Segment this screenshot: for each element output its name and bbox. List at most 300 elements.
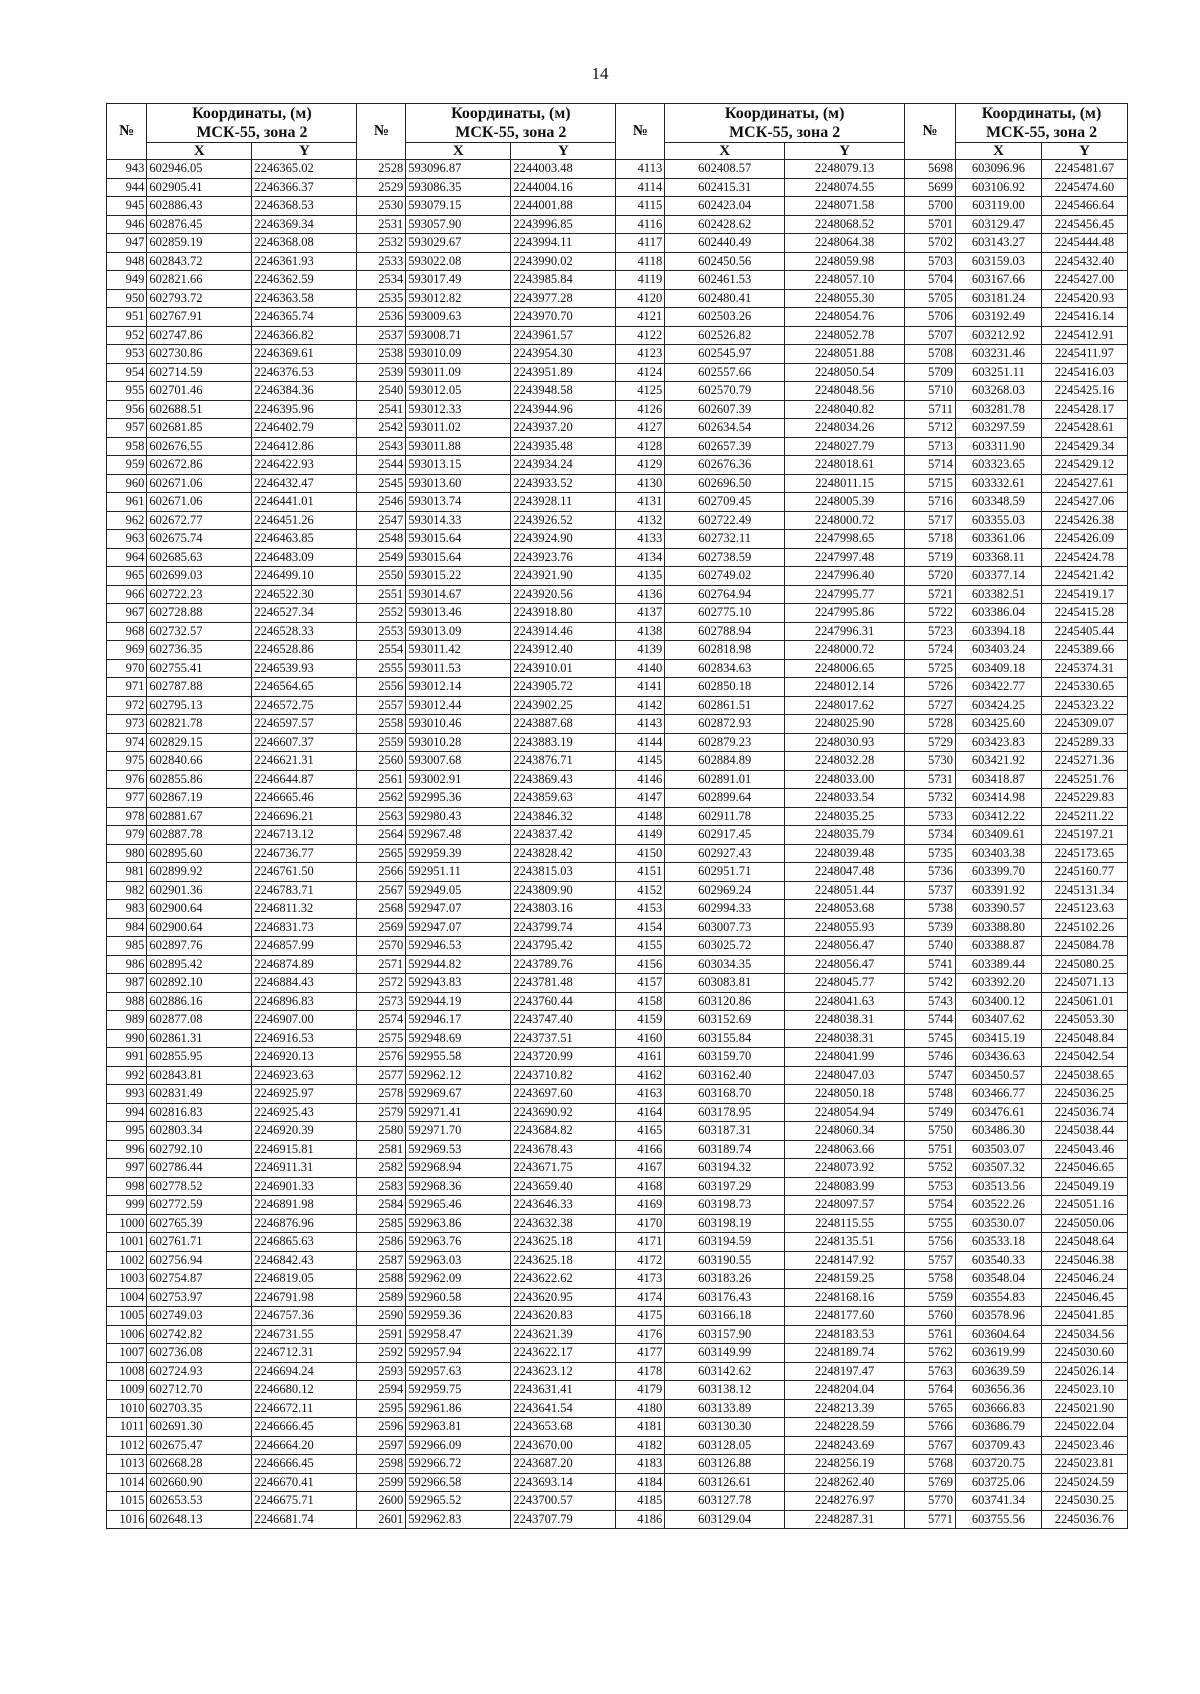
y-coordinate: 2248054.76 — [785, 308, 905, 327]
x-coordinate: 593013.60 — [406, 474, 511, 493]
point-number: 4152 — [616, 881, 665, 900]
x-coordinate: 602634.54 — [665, 419, 785, 438]
y-coordinate: 2243921.90 — [511, 567, 616, 586]
y-coordinate: 2248287.31 — [785, 1510, 905, 1529]
point-number: 4167 — [616, 1159, 665, 1178]
x-coordinate: 603407.62 — [956, 1011, 1042, 1030]
point-number: 996 — [107, 1140, 147, 1159]
point-number: 957 — [107, 419, 147, 438]
point-number: 5710 — [905, 382, 956, 401]
y-coordinate: 2243846.32 — [511, 807, 616, 826]
y-coordinate: 2246907.00 — [252, 1011, 357, 1030]
y-coordinate: 2245160.77 — [1041, 863, 1127, 882]
point-number: 4164 — [616, 1103, 665, 1122]
y-coordinate: 2245131.34 — [1041, 881, 1127, 900]
x-coordinate: 592949.05 — [406, 881, 511, 900]
point-number: 2539 — [357, 363, 406, 382]
point-number: 1004 — [107, 1288, 147, 1307]
x-coordinate: 592947.07 — [406, 918, 511, 937]
point-number: 5752 — [905, 1159, 956, 1178]
point-number: 981 — [107, 863, 147, 882]
table-row — [107, 1066, 1128, 1085]
point-number: 4131 — [616, 493, 665, 512]
y-coordinate: 2248018.61 — [785, 456, 905, 475]
x-coordinate: 592948.69 — [406, 1029, 511, 1048]
point-number: 4130 — [616, 474, 665, 493]
x-coordinate: 603666.83 — [956, 1399, 1042, 1418]
point-number: 2532 — [357, 234, 406, 253]
table-row — [107, 530, 1128, 549]
x-coordinate: 602653.53 — [147, 1492, 252, 1511]
point-number: 5734 — [905, 826, 956, 845]
y-coordinate: 2248159.25 — [785, 1270, 905, 1289]
column-header-number: № — [357, 104, 406, 160]
table-row — [107, 345, 1128, 364]
y-coordinate: 2243700.57 — [511, 1492, 616, 1511]
point-number: 2571 — [357, 955, 406, 974]
y-coordinate: 2243781.48 — [511, 974, 616, 993]
point-number: 5715 — [905, 474, 956, 493]
point-number: 943 — [107, 160, 147, 179]
point-number: 4180 — [616, 1399, 665, 1418]
y-coordinate: 2245411.97 — [1041, 345, 1127, 364]
y-coordinate: 2246366.82 — [252, 326, 357, 345]
table-row — [107, 1381, 1128, 1400]
x-coordinate: 592959.39 — [406, 844, 511, 863]
header-row-main — [107, 104, 1128, 143]
y-coordinate: 2248063.66 — [785, 1140, 905, 1159]
point-number: 4139 — [616, 641, 665, 660]
x-coordinate: 602861.51 — [665, 696, 785, 715]
point-number: 973 — [107, 715, 147, 734]
point-number: 4181 — [616, 1418, 665, 1437]
x-coordinate: 602709.45 — [665, 493, 785, 512]
x-coordinate: 602793.72 — [147, 289, 252, 308]
point-number: 2577 — [357, 1066, 406, 1085]
x-coordinate: 602754.87 — [147, 1270, 252, 1289]
column-header-x: X — [147, 143, 252, 160]
y-coordinate: 2243809.90 — [511, 881, 616, 900]
x-coordinate: 602761.71 — [147, 1233, 252, 1252]
x-coordinate: 593012.33 — [406, 400, 511, 419]
y-coordinate: 2245102.26 — [1041, 918, 1127, 937]
y-coordinate: 2248055.93 — [785, 918, 905, 937]
y-coordinate: 2245415.28 — [1041, 604, 1127, 623]
point-number: 5744 — [905, 1011, 956, 1030]
y-coordinate: 2243923.76 — [511, 548, 616, 567]
x-coordinate: 602408.57 — [665, 160, 785, 179]
table-row — [107, 992, 1128, 1011]
x-coordinate: 602764.94 — [665, 585, 785, 604]
y-coordinate: 2246366.37 — [252, 178, 357, 197]
y-coordinate: 2245061.01 — [1041, 992, 1127, 1011]
y-coordinate: 2248033.54 — [785, 789, 905, 808]
point-number: 5741 — [905, 955, 956, 974]
point-number: 2591 — [357, 1325, 406, 1344]
y-coordinate: 2246369.34 — [252, 215, 357, 234]
point-number: 4165 — [616, 1122, 665, 1141]
x-coordinate: 603486.30 — [956, 1122, 1042, 1141]
point-number: 4129 — [616, 456, 665, 475]
table-row — [107, 715, 1128, 734]
point-number: 5698 — [905, 160, 956, 179]
point-number: 1008 — [107, 1362, 147, 1381]
y-coordinate: 2246920.39 — [252, 1122, 357, 1141]
point-number: 2555 — [357, 659, 406, 678]
y-coordinate: 2246731.55 — [252, 1325, 357, 1344]
x-coordinate: 602792.10 — [147, 1140, 252, 1159]
x-coordinate: 603604.64 — [956, 1325, 1042, 1344]
y-coordinate: 2245466.64 — [1041, 197, 1127, 216]
x-coordinate: 602899.64 — [665, 789, 785, 808]
column-header-y: Y — [1041, 143, 1127, 160]
point-number: 1007 — [107, 1344, 147, 1363]
point-number: 983 — [107, 900, 147, 919]
y-coordinate: 2246369.61 — [252, 345, 357, 364]
x-coordinate: 602570.79 — [665, 382, 785, 401]
y-coordinate: 2248074.55 — [785, 178, 905, 197]
y-coordinate: 2248064.38 — [785, 234, 905, 253]
x-coordinate: 602753.97 — [147, 1288, 252, 1307]
x-coordinate: 602886.16 — [147, 992, 252, 1011]
point-number: 993 — [107, 1085, 147, 1104]
point-number: 4137 — [616, 604, 665, 623]
y-coordinate: 2246713.12 — [252, 826, 357, 845]
point-number: 4121 — [616, 308, 665, 327]
y-coordinate: 2245049.19 — [1041, 1177, 1127, 1196]
y-coordinate: 2243994.11 — [511, 234, 616, 253]
x-coordinate: 593011.88 — [406, 437, 511, 456]
point-number: 4122 — [616, 326, 665, 345]
x-coordinate: 602901.36 — [147, 881, 252, 900]
y-coordinate: 2246666.45 — [252, 1418, 357, 1437]
x-coordinate: 603389.44 — [956, 955, 1042, 974]
x-coordinate: 603709.43 — [956, 1436, 1042, 1455]
page-number: 14 — [591, 64, 609, 83]
table-row — [107, 1048, 1128, 1067]
point-number: 952 — [107, 326, 147, 345]
point-number: 976 — [107, 770, 147, 789]
x-coordinate: 602480.41 — [665, 289, 785, 308]
x-coordinate: 602738.59 — [665, 548, 785, 567]
y-coordinate: 2246572.75 — [252, 696, 357, 715]
x-coordinate: 603159.03 — [956, 252, 1042, 271]
y-coordinate: 2245024.59 — [1041, 1473, 1127, 1492]
y-coordinate: 2245427.00 — [1041, 271, 1127, 290]
y-coordinate: 2243920.56 — [511, 585, 616, 604]
table-row — [107, 1288, 1128, 1307]
x-coordinate: 603167.66 — [956, 271, 1042, 290]
x-coordinate: 603388.87 — [956, 937, 1042, 956]
y-coordinate: 2243970.70 — [511, 308, 616, 327]
point-number: 4118 — [616, 252, 665, 271]
x-coordinate: 603126.61 — [665, 1473, 785, 1492]
x-coordinate: 602891.01 — [665, 770, 785, 789]
x-coordinate: 602703.35 — [147, 1399, 252, 1418]
point-number: 2581 — [357, 1140, 406, 1159]
table-row — [107, 974, 1128, 993]
coordinates-table-body — [107, 160, 1128, 1529]
x-coordinate: 603390.57 — [956, 900, 1042, 919]
x-coordinate: 602772.59 — [147, 1196, 252, 1215]
column-header-coordinates — [665, 104, 905, 143]
table-row — [107, 1214, 1128, 1233]
y-coordinate: 2245429.12 — [1041, 456, 1127, 475]
x-coordinate: 602905.41 — [147, 178, 252, 197]
y-coordinate: 2243693.14 — [511, 1473, 616, 1492]
point-number: 5724 — [905, 641, 956, 660]
point-number: 4184 — [616, 1473, 665, 1492]
y-coordinate: 2246539.93 — [252, 659, 357, 678]
x-coordinate: 602691.30 — [147, 1418, 252, 1437]
y-coordinate: 2245412.91 — [1041, 326, 1127, 345]
y-coordinate: 2243710.82 — [511, 1066, 616, 1085]
point-number: 5704 — [905, 271, 956, 290]
y-coordinate: 2245427.61 — [1041, 474, 1127, 493]
x-coordinate: 593010.28 — [406, 733, 511, 752]
table-row — [107, 382, 1128, 401]
x-coordinate: 592966.72 — [406, 1455, 511, 1474]
x-coordinate: 592944.82 — [406, 955, 511, 974]
x-coordinate: 592943.83 — [406, 974, 511, 993]
x-coordinate: 602657.39 — [665, 437, 785, 456]
x-coordinate: 603128.05 — [665, 1436, 785, 1455]
y-coordinate: 2243948.58 — [511, 382, 616, 401]
point-number: 5754 — [905, 1196, 956, 1215]
table-row — [107, 437, 1128, 456]
y-coordinate: 2245289.33 — [1041, 733, 1127, 752]
table-row — [107, 1418, 1128, 1437]
column-header-x: X — [406, 143, 511, 160]
x-coordinate: 603198.19 — [665, 1214, 785, 1233]
x-coordinate: 602699.03 — [147, 567, 252, 586]
x-coordinate: 603503.07 — [956, 1140, 1042, 1159]
x-coordinate: 603436.63 — [956, 1048, 1042, 1067]
y-coordinate: 2246696.21 — [252, 807, 357, 826]
x-coordinate: 593012.82 — [406, 289, 511, 308]
point-number: 997 — [107, 1159, 147, 1178]
x-coordinate: 603192.49 — [956, 308, 1042, 327]
y-coordinate: 2245271.36 — [1041, 752, 1127, 771]
point-number: 2548 — [357, 530, 406, 549]
y-coordinate: 2248034.26 — [785, 419, 905, 438]
y-coordinate: 2248050.18 — [785, 1085, 905, 1104]
x-coordinate: 593010.09 — [406, 345, 511, 364]
y-coordinate: 2243690.92 — [511, 1103, 616, 1122]
x-coordinate: 602526.82 — [665, 326, 785, 345]
y-coordinate: 2243803.16 — [511, 900, 616, 919]
x-coordinate: 603399.70 — [956, 863, 1042, 882]
point-number: 2541 — [357, 400, 406, 419]
y-coordinate: 2246402.79 — [252, 419, 357, 438]
coords-label-line1: Координаты, (м) — [981, 105, 1102, 122]
point-number: 5736 — [905, 863, 956, 882]
y-coordinate: 2248053.68 — [785, 900, 905, 919]
point-number: 979 — [107, 826, 147, 845]
x-coordinate: 602876.45 — [147, 215, 252, 234]
x-coordinate: 602736.35 — [147, 641, 252, 660]
table-row — [107, 1029, 1128, 1048]
point-number: 2561 — [357, 770, 406, 789]
x-coordinate: 603412.22 — [956, 807, 1042, 826]
point-number: 4147 — [616, 789, 665, 808]
point-number: 5713 — [905, 437, 956, 456]
y-coordinate: 2248041.63 — [785, 992, 905, 1011]
point-number: 4155 — [616, 937, 665, 956]
x-coordinate: 592968.94 — [406, 1159, 511, 1178]
y-coordinate: 2246483.09 — [252, 548, 357, 567]
table-row — [107, 363, 1128, 382]
table-row — [107, 1251, 1128, 1270]
y-coordinate: 2245421.42 — [1041, 567, 1127, 586]
y-coordinate: 2247998.65 — [785, 530, 905, 549]
y-coordinate: 2248068.52 — [785, 215, 905, 234]
x-coordinate: 603143.27 — [956, 234, 1042, 253]
y-coordinate: 2243985.84 — [511, 271, 616, 290]
x-coordinate: 602755.41 — [147, 659, 252, 678]
y-coordinate: 2248038.31 — [785, 1011, 905, 1030]
y-coordinate: 2247997.48 — [785, 548, 905, 567]
x-coordinate: 603513.56 — [956, 1177, 1042, 1196]
y-coordinate: 2245042.54 — [1041, 1048, 1127, 1067]
point-number: 4173 — [616, 1270, 665, 1289]
y-coordinate: 2243795.42 — [511, 937, 616, 956]
point-number: 2531 — [357, 215, 406, 234]
point-number: 961 — [107, 493, 147, 512]
y-coordinate: 2243747.40 — [511, 1011, 616, 1030]
y-coordinate: 2243935.48 — [511, 437, 616, 456]
y-coordinate: 2243720.99 — [511, 1048, 616, 1067]
y-coordinate: 2246884.43 — [252, 974, 357, 993]
x-coordinate: 603183.26 — [665, 1270, 785, 1289]
y-coordinate: 2248030.93 — [785, 733, 905, 752]
point-number: 2565 — [357, 844, 406, 863]
table-row — [107, 456, 1128, 475]
point-number: 5762 — [905, 1344, 956, 1363]
x-coordinate: 592980.43 — [406, 807, 511, 826]
y-coordinate: 2243977.28 — [511, 289, 616, 308]
point-number: 2547 — [357, 511, 406, 530]
x-coordinate: 603720.75 — [956, 1455, 1042, 1474]
x-coordinate: 603311.90 — [956, 437, 1042, 456]
x-coordinate: 602843.81 — [147, 1066, 252, 1085]
table-row — [107, 733, 1128, 752]
point-number: 2600 — [357, 1492, 406, 1511]
table-row — [107, 548, 1128, 567]
table-row — [107, 1103, 1128, 1122]
x-coordinate: 603155.84 — [665, 1029, 785, 1048]
y-coordinate: 2248035.25 — [785, 807, 905, 826]
y-coordinate: 2246644.87 — [252, 770, 357, 789]
y-coordinate: 2248006.65 — [785, 659, 905, 678]
y-coordinate: 2246376.53 — [252, 363, 357, 382]
x-coordinate: 602861.31 — [147, 1029, 252, 1048]
point-number: 4157 — [616, 974, 665, 993]
point-number: 4179 — [616, 1381, 665, 1400]
x-coordinate: 602545.97 — [665, 345, 785, 364]
point-number: 5726 — [905, 678, 956, 697]
point-number: 4125 — [616, 382, 665, 401]
column-header-y: Y — [785, 143, 905, 160]
x-coordinate: 593002.91 — [406, 770, 511, 789]
column-header-x: X — [956, 143, 1042, 160]
x-coordinate: 603403.38 — [956, 844, 1042, 863]
y-coordinate: 2248071.58 — [785, 197, 905, 216]
point-number: 2564 — [357, 826, 406, 845]
point-number: 1001 — [107, 1233, 147, 1252]
point-number: 4156 — [616, 955, 665, 974]
x-coordinate: 593012.14 — [406, 678, 511, 697]
table-row — [107, 1436, 1128, 1455]
x-coordinate: 603741.34 — [956, 1492, 1042, 1511]
point-number: 4132 — [616, 511, 665, 530]
x-coordinate: 602911.78 — [665, 807, 785, 826]
point-number: 5732 — [905, 789, 956, 808]
y-coordinate: 2248052.78 — [785, 326, 905, 345]
y-coordinate: 2245023.81 — [1041, 1455, 1127, 1474]
x-coordinate: 592957.63 — [406, 1362, 511, 1381]
table-row — [107, 197, 1128, 216]
point-number: 5730 — [905, 752, 956, 771]
y-coordinate: 2244003.48 — [511, 160, 616, 179]
y-coordinate: 2248039.48 — [785, 844, 905, 863]
y-coordinate: 2243707.79 — [511, 1510, 616, 1529]
x-coordinate: 592971.41 — [406, 1103, 511, 1122]
point-number: 971 — [107, 678, 147, 697]
point-number: 5770 — [905, 1492, 956, 1511]
y-coordinate: 2248083.99 — [785, 1177, 905, 1196]
point-number: 2569 — [357, 918, 406, 937]
table-row — [107, 826, 1128, 845]
point-number: 2573 — [357, 992, 406, 1011]
x-coordinate: 603639.59 — [956, 1362, 1042, 1381]
x-coordinate: 602660.90 — [147, 1473, 252, 1492]
table-row — [107, 900, 1128, 919]
point-number: 959 — [107, 456, 147, 475]
point-number: 5738 — [905, 900, 956, 919]
table-row — [107, 1362, 1128, 1381]
x-coordinate: 602461.53 — [665, 271, 785, 290]
y-coordinate: 2245420.93 — [1041, 289, 1127, 308]
point-number: 947 — [107, 234, 147, 253]
x-coordinate: 603414.98 — [956, 789, 1042, 808]
point-number: 2570 — [357, 937, 406, 956]
point-number: 1000 — [107, 1214, 147, 1233]
point-number: 978 — [107, 807, 147, 826]
point-number: 4162 — [616, 1066, 665, 1085]
point-number: 5720 — [905, 567, 956, 586]
x-coordinate: 602724.93 — [147, 1362, 252, 1381]
y-coordinate: 2243632.38 — [511, 1214, 616, 1233]
table-row — [107, 326, 1128, 345]
x-coordinate: 603120.86 — [665, 992, 785, 1011]
point-number: 2587 — [357, 1251, 406, 1270]
point-number: 2589 — [357, 1288, 406, 1307]
x-coordinate: 602676.55 — [147, 437, 252, 456]
x-coordinate: 603181.24 — [956, 289, 1042, 308]
y-coordinate: 2243859.63 — [511, 789, 616, 808]
x-coordinate: 602749.02 — [665, 567, 785, 586]
x-coordinate: 592951.11 — [406, 863, 511, 882]
point-number: 4133 — [616, 530, 665, 549]
y-coordinate: 2245038.44 — [1041, 1122, 1127, 1141]
point-number: 5750 — [905, 1122, 956, 1141]
x-coordinate: 603119.00 — [956, 197, 1042, 216]
x-coordinate: 593013.09 — [406, 622, 511, 641]
point-number: 4113 — [616, 160, 665, 179]
x-coordinate: 603190.55 — [665, 1251, 785, 1270]
point-number: 2592 — [357, 1344, 406, 1363]
